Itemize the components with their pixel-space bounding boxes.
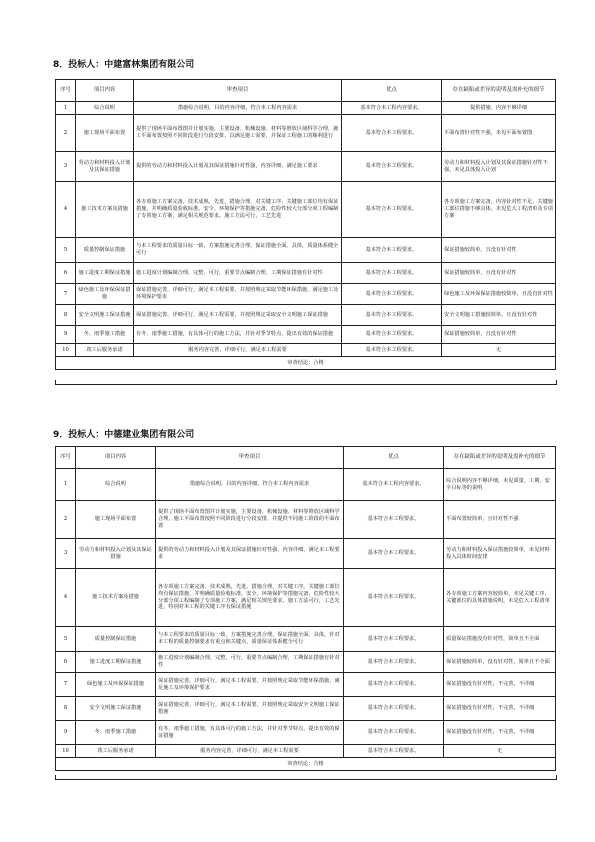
table-row (56, 539, 556, 569)
table-row (56, 238, 556, 263)
row-item: 质量控制保证措施 (76, 627, 156, 652)
table-row (56, 673, 556, 697)
row-merits: 基本符合本工程要求。 (342, 182, 442, 238)
header-defects: 存在缺陷或差异的说明及需补充的细节 (442, 80, 556, 102)
row-defects: 保证措施没有针对性，不完善，不详细 (444, 673, 556, 697)
row-item: 绿色施工及环保保证措施 (76, 673, 156, 697)
row-review: 保证措施完善，详细可行，满足本工程需要，并按照规定采取节能环保措施，满足施工及环境保护要求 (156, 673, 344, 697)
row-review: 措施综合说明，目的内容详细，符合本工程内容需求 (156, 469, 344, 501)
row-defects: 保证措施较简单，且没有针对性 (442, 238, 556, 263)
table-footer-row (56, 758, 556, 771)
table-row (56, 326, 556, 344)
row-defects: 保证措施较简单，没有针对性，简单且不全面 (444, 652, 556, 673)
row-merits: 基本符合本工程要求。 (344, 627, 444, 652)
table-row (56, 569, 556, 627)
row-defects: 平面布置较简单，且针对性不强 (444, 501, 556, 539)
table-footer-row (56, 357, 556, 370)
row-item: 施工进度工期保证措施 (76, 263, 134, 284)
table-tail-9 (55, 775, 557, 780)
row-merits: 基本符合本工程内容要求。 (344, 469, 444, 501)
row-item: 施工技术方案及措施 (76, 182, 134, 238)
header-review: 审查项目 (134, 80, 342, 102)
row-review: 有冬、雨季施工措施，有具体可行的施工方法，并针对季节特点，提出有效的保证措施 (134, 326, 342, 344)
row-merits: 基本符合本工程要求。 (344, 652, 444, 673)
review-table-9 (55, 446, 556, 771)
row-defects: 劳动力和材料投入保证措施较简单，未见材料投入具体时间安排 (444, 539, 556, 569)
row-merits: 基本符合本工程要求。 (344, 745, 444, 758)
row-item: 绿色施工及环保保证措施 (76, 284, 134, 305)
row-merits: 基本符合本工程要求。 (344, 501, 444, 539)
row-review: 措施综合说明，目的内容详细，符合本工程内容需求 (134, 102, 342, 115)
review-conclusion: 审查结论：合格 (56, 758, 556, 771)
table-row (56, 721, 556, 745)
row-index: 10 (56, 344, 76, 357)
review-conclusion: 审查结论：合格 (56, 357, 556, 370)
row-defects: 质量保证措施没有针对性，简单且不全面 (444, 627, 556, 652)
row-defects: 提供措施，内容不够详细 (442, 102, 556, 115)
row-item: 竣工后服务承诺 (76, 745, 156, 758)
row-defects: 劳动力和材料投入计划及其保证措施针对性不强，未见具体投入计划 (442, 152, 556, 182)
row-item: 质量控制保证措施 (76, 238, 134, 263)
row-defects: 综合说明内容不够详细，未见质量、工期、安全目标等的说明 (444, 469, 556, 501)
row-merits: 基本符合本工程要求。 (342, 152, 442, 182)
row-defects: 无 (442, 344, 556, 357)
table-tail-8 (55, 380, 557, 385)
row-item: 施工现场平面布置 (76, 501, 156, 539)
row-index: 6 (56, 263, 76, 284)
header-merits: 优点 (342, 80, 442, 102)
row-item: 竣工后服务承诺 (76, 344, 134, 357)
row-index: 5 (56, 627, 76, 652)
row-defects: 安全文明施工措施较简单，且没有针对性 (442, 305, 556, 326)
table-row (56, 344, 556, 357)
row-defects: 各专项施工方案完备，内容针对性不足，关键施工部位措施不够具体，未见危大工程清单及专项方案 (442, 182, 556, 238)
row-index: 4 (56, 182, 76, 238)
row-merits: 基本符合本工程要求。 (342, 305, 442, 326)
row-index: 7 (56, 673, 76, 697)
row-item: 劳动力和材料投入计划及其保证措施 (76, 152, 134, 182)
row-item: 综合说明 (76, 102, 134, 115)
row-review: 各专项施工方案完备，技术成熟，先进，措施合理，对关键工序、关键施工部位均有保证措施，并明确质量验收标准，安全、环境保护等措施完备，危险性较大分部分项工程编制了专项施工方案，满足相关规范要求，施工方法可行，工艺先进，特别对本工程的关键工序有保证措施 (156, 569, 344, 627)
header-defects: 存在缺陷或差异的说明及需补充的细节 (444, 447, 556, 469)
row-defects: 保证措施没有针对性，不完善，不详细 (444, 721, 556, 745)
header-index: 序号 (56, 80, 76, 102)
row-defects: 平面布置针对性不强，未见平面布置图 (442, 115, 556, 152)
table-row (56, 501, 556, 539)
row-defects: 保证措施没有针对性，不完善，不详细 (444, 697, 556, 721)
row-item: 安全文明施工保证措施 (76, 697, 156, 721)
table-row (56, 469, 556, 501)
row-index: 7 (56, 284, 76, 305)
row-merits: 基本符合本工程要求。 (342, 115, 442, 152)
row-index: 8 (56, 697, 76, 721)
row-review: 提供了现场平面布置图并计划实施，主要设备、机械设施、材料等堆放区域科学合理，施工平面布置按照不同阶段进行分段安排，并提供不同施工阶段的平面布置 (156, 501, 344, 539)
row-merits: 基本符合本工程要求。 (342, 238, 442, 263)
row-index: 10 (56, 745, 76, 758)
row-defects: 各专项施工方案内容较简单，未见关键工序、关键部位的具体措施说明，未见危大工程清单 (444, 569, 556, 627)
table-row (56, 305, 556, 326)
row-review: 施工进度计划编制合理，完整，可行，重要节点编制合理，工期保证措施有针对性 (134, 263, 342, 284)
row-item: 劳动力和材料投入计划及其保证措施 (76, 539, 156, 569)
row-item: 综合说明 (76, 469, 156, 501)
row-index: 3 (56, 539, 76, 569)
section-title-9: 9．投标人：中德建业集团有限公司 (53, 430, 195, 440)
row-review: 服务内容完善，详细可行，满足本工程需要 (134, 344, 342, 357)
row-review: 提供的劳动力和材料投入计划及其保证措施针对性强，内容详细，满足本工程要求 (156, 539, 344, 569)
row-review: 与本工程要求的质量目标一致，方案措施完善合理，保证措施全面、具体，质量体系健全可行 (134, 238, 342, 263)
row-defects: 保证措施较简单，且没有针对性 (442, 263, 556, 284)
row-index: 9 (56, 721, 76, 745)
header-item: 项目内容 (76, 80, 134, 102)
row-review: 服务内容完善，详细可行，满足本工程需要 (156, 745, 344, 758)
row-merits: 基本符合本工程要求。 (344, 539, 444, 569)
table-row (56, 627, 556, 652)
row-item: 施工现场平面布置 (76, 115, 134, 152)
row-index: 5 (56, 238, 76, 263)
row-merits: 基本符合本工程要求。 (342, 344, 442, 357)
row-review: 提供了现场平面布置图并计划实施，主要设备、机械设施、材料等堆放区域科学合理，施工平面布置按照不同阶段进行分段安排，以满足施工需要，并保证工程施工的顺利进行 (134, 115, 342, 152)
row-review: 有冬、雨季施工措施，有具体可行的施工方法，并针对季节特点，提出有效的保证措施 (156, 721, 344, 745)
row-review: 保证措施完善，详细可行，满足本工程需要，并按照规定采取安全文明施工保证措施 (156, 697, 344, 721)
row-merits: 基本符合本工程要求。 (342, 284, 442, 305)
row-merits: 基本符合本工程内容要求。 (342, 102, 442, 115)
table-row (56, 182, 556, 238)
row-index: 3 (56, 152, 76, 182)
table-row (56, 102, 556, 115)
row-defects: 绿色施工及环保保证措施较简单，且没有针对性 (442, 284, 556, 305)
row-item: 冬、雨季施工措施 (76, 721, 156, 745)
row-merits: 基本符合本工程要求。 (342, 326, 442, 344)
row-review: 施工进度计划编制合理，完整，可行，重要节点编制合理，工期保证措施有针对性 (156, 652, 344, 673)
header-review: 审查项目 (156, 447, 344, 469)
row-defects: 无 (444, 745, 556, 758)
table-row (56, 263, 556, 284)
review-table-8 (55, 79, 556, 370)
row-merits: 基本符合本工程要求。 (344, 697, 444, 721)
row-merits: 基本符合本工程要求。 (344, 673, 444, 697)
table-row (56, 152, 556, 182)
table-row (56, 697, 556, 721)
section-title-8: 8．投标人：中建富林集团有限公司 (53, 60, 195, 70)
row-index: 2 (56, 501, 76, 539)
header-index: 序号 (56, 447, 76, 469)
row-index: 8 (56, 305, 76, 326)
row-review: 保证措施完善，详细可行，满足本工程需要，并按照规定采取节能环保措施，满足施工及环境保护要求 (134, 284, 342, 305)
row-index: 1 (56, 102, 76, 115)
row-item: 施工技术方案及措施 (76, 569, 156, 627)
header-item: 项目内容 (76, 447, 156, 469)
table-row (56, 115, 556, 152)
header-merits: 优点 (344, 447, 444, 469)
row-index: 9 (56, 326, 76, 344)
table-row (56, 652, 556, 673)
row-merits: 基本符合本工程要求。 (342, 263, 442, 284)
row-item: 冬、雨季施工措施 (76, 326, 134, 344)
table-row (56, 745, 556, 758)
row-index: 2 (56, 115, 76, 152)
row-review: 提供的劳动力和材料投入计划及其保证措施针对性强，内容详细，满足施工要求 (134, 152, 342, 182)
row-review: 保证措施完善，详细可行，满足本工程需要，并按照规定采取安全文明施工保证措施 (134, 305, 342, 326)
row-review: 各专项施工方案完备，技术成熟，先进，措施合理，对关键工序、关键施工部位均有保证措施，并明确质量验收标准，安全、环境保护等措施完备，危险性较大分部分项工程编制了专项施工方案，满足相关规范要求，施工方法可行，工艺先进 (134, 182, 342, 238)
row-review: 与本工程要求的质量目标一致，方案措施完善合理，保证措施全面、具体，针对本工程的质量控制要求有重点和关键点，质量保证体系健全可行 (156, 627, 344, 652)
row-merits: 基本符合本工程要求。 (344, 721, 444, 745)
row-index: 1 (56, 469, 76, 501)
row-merits: 基本符合本工程要求。 (344, 569, 444, 627)
row-index: 6 (56, 652, 76, 673)
row-defects: 保证措施较简单，且没有针对性 (442, 326, 556, 344)
row-item: 安全文明施工保证措施 (76, 305, 134, 326)
table-row (56, 284, 556, 305)
row-index: 4 (56, 569, 76, 627)
row-item: 施工进度工期保证措施 (76, 652, 156, 673)
